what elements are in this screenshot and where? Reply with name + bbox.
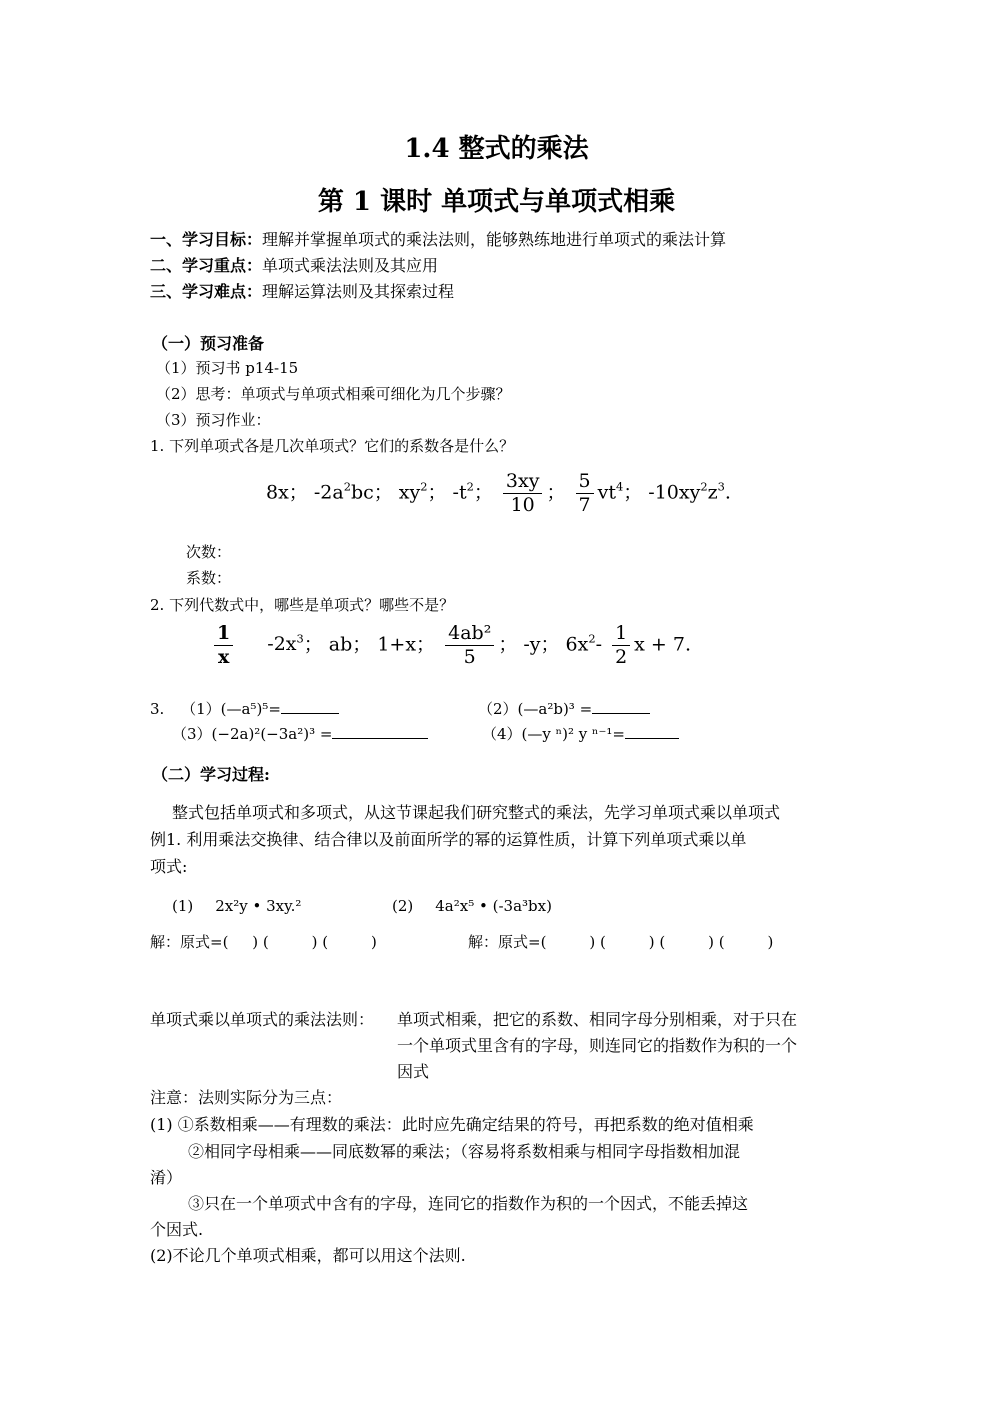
note-line: ②相同字母相乘——同底数幂的乘法；（容易将系数相乘与相同字母指数相加混: [188, 1142, 741, 1161]
intro-line-2: 例1. 利用乘法交换律、结合律以及前面所学的幂的运算性质，计算下列单项式乘以单: [150, 830, 747, 849]
degree-label: 次数：: [186, 543, 232, 561]
objective-text: 理解运算法则及其探索过程: [262, 282, 455, 301]
question-3-item-2: （2）(—a²b)³ =: [478, 698, 650, 719]
note-heading: 注意：法则实际分为三点：: [150, 1088, 343, 1107]
prep-item-2: （2）思考：单项式与单项式相乘可细化为几个步骤？: [156, 385, 511, 403]
objective-1: [150, 227, 726, 250]
objective-label: 一、学习目标：: [150, 230, 263, 249]
prep-item-1: （1）预习书 p14-15: [156, 359, 299, 377]
fraction: $\frac{1}{2}$: [612, 622, 630, 669]
rule-label: 单项式乘以单项式的乘法法则：: [150, 1010, 375, 1029]
question-3-row-1: 3. （1）(—a⁵)⁵=: [150, 698, 339, 719]
page-title: 1.4 整式的乘法: [404, 134, 589, 164]
rule-body: [397, 1007, 797, 1085]
coefficient-label: 系数：: [186, 569, 232, 587]
question-2-expression: $\frac{1}{x}$ $-2x^3$； ab； 1+x； $\frac{\text{4ab²}}{5}$ ； -y； $6x^2-$ $\frac{1}{2}$ x + 7.: [210, 622, 691, 669]
note-line: (1) ①系数相乘——有理数的乘法：此时应先确定结果的符号，再把系数的绝对值相乘: [150, 1115, 754, 1134]
note-line: (2)不论几个单项式相乘，都可以用这个法则.: [150, 1246, 466, 1265]
objective-2: [150, 253, 438, 276]
question-2: 2. 下列代数式中，哪些是单项式？哪些不是？: [150, 596, 455, 614]
note-line: ③只在一个单项式中含有的字母，连同它的指数作为积的一个因式，不能丢掉这: [188, 1194, 749, 1213]
question-1: 1. 下列单项式各是几次单项式？它们的系数各是什么？: [150, 437, 515, 455]
solution-2: 解：原式=( ) ( ) ( ) ( ): [468, 933, 774, 951]
process-heading: （二）学习过程:: [152, 765, 270, 784]
intro-line-3: 项式:: [150, 857, 188, 876]
fraction: $\frac{1}{x}$: [214, 622, 233, 669]
rule-line: 单项式相乘，把它的系数、相同字母分别相乘，对于只在: [397, 1010, 798, 1029]
prep-heading: （一）预习准备: [152, 334, 265, 353]
question-3-item-4: （4）(—y ⁿ)² y ⁿ⁻¹=: [482, 723, 679, 744]
solution-1: 解：原式=( ) ( ) ( ): [150, 933, 377, 951]
fraction: $\frac{5}{7}$: [576, 470, 594, 517]
rule-line: 一个单项式里含有的字母，则连同它的指数作为积的一个: [397, 1036, 798, 1055]
question-3-item-3: （3）(−2a)²(−3a²)³ =: [172, 723, 428, 744]
objective-3: [150, 279, 454, 302]
rule-line: 因式: [397, 1062, 430, 1081]
intro-line-1: 整式包括单项式和多项式，从这节课起我们研究整式的乘法，先学习单项式乘以单项式: [172, 803, 781, 822]
fraction: $\frac{\text{4ab²}}{5}$: [445, 622, 494, 669]
prep-item-3: （3）预习作业：: [156, 411, 271, 429]
example-2: (2) 4a²x⁵ • (-3a³bx): [392, 897, 552, 915]
page-subtitle: 第 1 课时 单项式与单项式相乘: [317, 187, 676, 217]
note-line: 淆）: [150, 1168, 183, 1187]
question-1-expression: 8x； $-2a^2bc$； $xy^2$； $-t^2$； $\frac{3xy}{10}$ ； $\frac{5}{7}$ $vt^4$； $-10xy^2z^3$.: [266, 470, 731, 516]
objective-label: 二、学习重点：: [150, 256, 263, 275]
objective-text: 理解并掌握单项式的乘法法则，能够熟练地进行单项式的乘法计算: [262, 230, 727, 249]
example-1: (1) 2x²y • 3xy.²: [172, 897, 302, 915]
objective-text: 单项式乘法法则及其应用: [262, 256, 439, 275]
objective-label: 三、学习难点：: [150, 282, 263, 301]
note-line: 个因式.: [150, 1220, 204, 1239]
fraction: $\frac{3xy}{10}$: [503, 470, 543, 517]
